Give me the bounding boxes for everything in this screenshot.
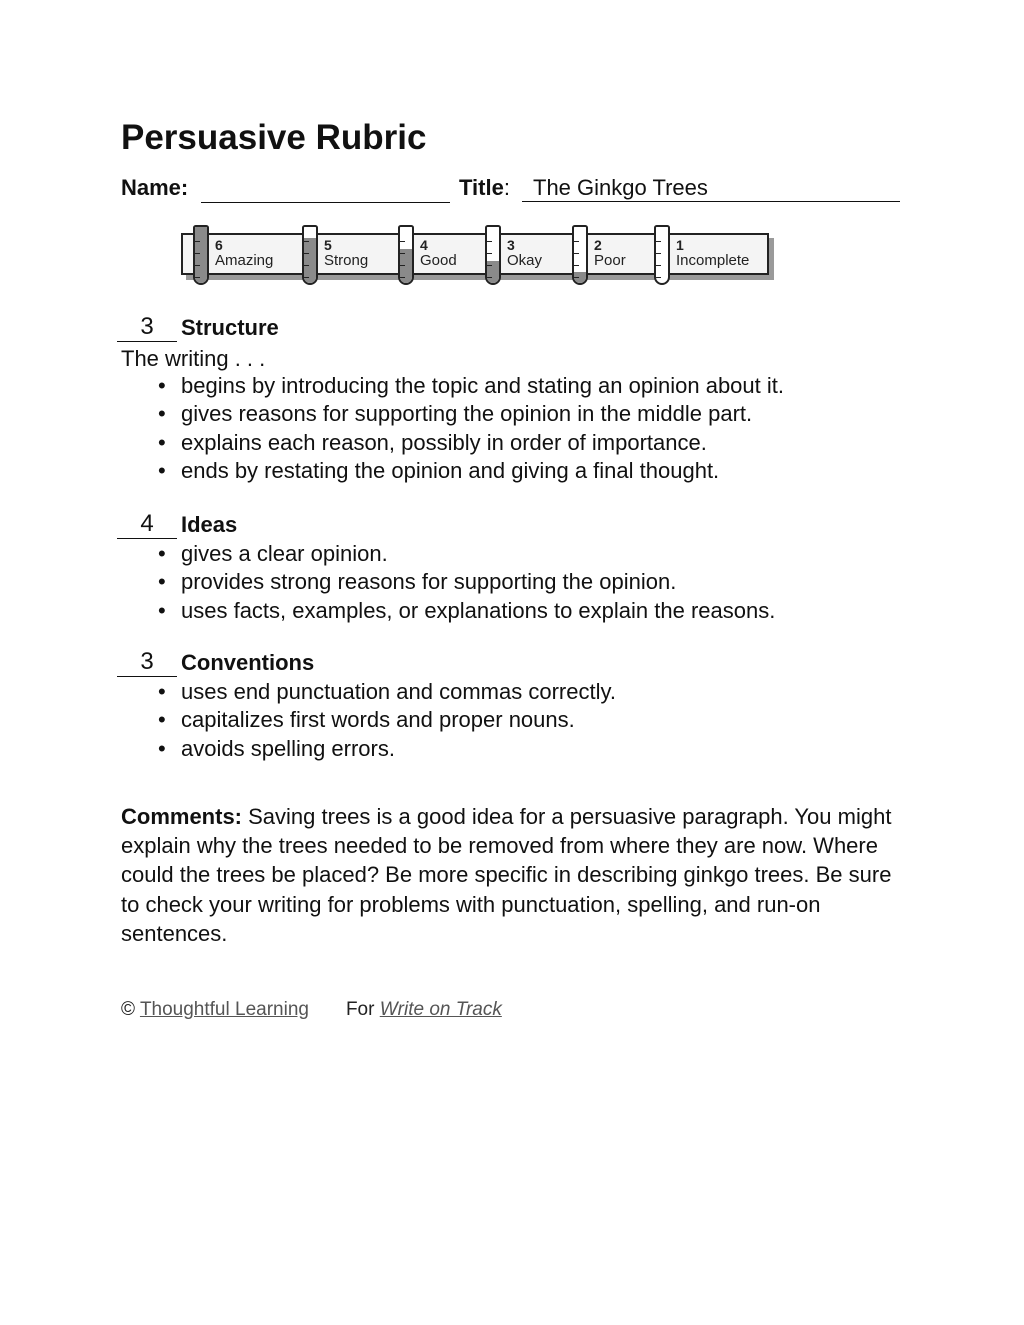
list-item: • provides strong reasons for supporting the opinion. (158, 568, 775, 596)
name-field (201, 175, 450, 203)
list-item: • uses facts, examples, or explanations to explain the reasons. (158, 597, 775, 625)
list-item: • ends by restating the opinion and giving a final thought. (158, 457, 784, 485)
conventions-heading: Conventions (181, 650, 315, 675)
list-item: • gives reasons for supporting the opinion in the middle part. (158, 400, 784, 428)
scale-level-4: 4 Good (420, 237, 457, 269)
comments (121, 802, 901, 948)
list-item: • capitalizes first words and proper nouns. (158, 706, 616, 734)
list-item: • uses end punctuation and commas correctly. (158, 678, 616, 706)
list-item: • gives a clear opinion. (158, 540, 775, 568)
test-tube-icon (572, 225, 588, 285)
book-link[interactable]: Write on Track (379, 999, 502, 1020)
rating-scale (181, 225, 781, 291)
conventions-score: 3 (117, 650, 177, 677)
ideas-criteria-list (158, 540, 775, 625)
test-tube-icon (485, 225, 501, 285)
structure-heading: Structure (181, 315, 279, 340)
comments-text: Saving trees is a good idea for a persuasive paragraph. You might explain why the trees needed to be removed from where they are now. Where could the trees be placed? Be more specific in describing ginkgo trees. Be sure to check your writing for problems with punctuation, spelling, and run-on sentences. (121, 804, 892, 946)
title-label: Title: (459, 175, 510, 200)
scale-level-1: 1 Incomplete (676, 237, 750, 269)
structure-criteria-list (158, 372, 784, 485)
tube-fill (195, 227, 207, 283)
list-item: • avoids spelling errors. (158, 735, 616, 763)
test-tube-icon (193, 225, 209, 285)
copyright-symbol: © (121, 999, 135, 1020)
test-tube-icon (302, 225, 318, 285)
publisher-link[interactable]: Thoughtful Learning (139, 999, 309, 1020)
name-title-row (121, 175, 911, 209)
test-tube-icon (398, 225, 414, 285)
page-title: Persuasive Rubric (121, 118, 427, 157)
footer (121, 999, 502, 1021)
tube-fill (487, 261, 499, 283)
scale-level-3: 3 Okay (507, 237, 543, 269)
comments-label: Comments: (121, 804, 243, 829)
title-field: The Ginkgo Trees (522, 175, 900, 202)
list-item: • explains each reason, possibly in order of importance. (158, 429, 784, 457)
scale-level-5: 5 Strong (324, 237, 369, 269)
scale-level-6: 6 Amazing (215, 237, 274, 269)
ideas-heading: Ideas (181, 512, 238, 537)
for-label: For (345, 999, 375, 1020)
list-item: • begins by introducing the topic and stating an opinion about it. (158, 372, 784, 400)
name-label: Name: (121, 175, 189, 200)
scale-level-2: 2 Poor (594, 237, 626, 269)
ideas-score: 4 (117, 512, 177, 539)
test-tube-icon (654, 225, 670, 285)
conventions-criteria-list (158, 678, 616, 763)
structure-intro: The writing . . . (121, 346, 266, 371)
structure-score: 3 (117, 315, 177, 342)
